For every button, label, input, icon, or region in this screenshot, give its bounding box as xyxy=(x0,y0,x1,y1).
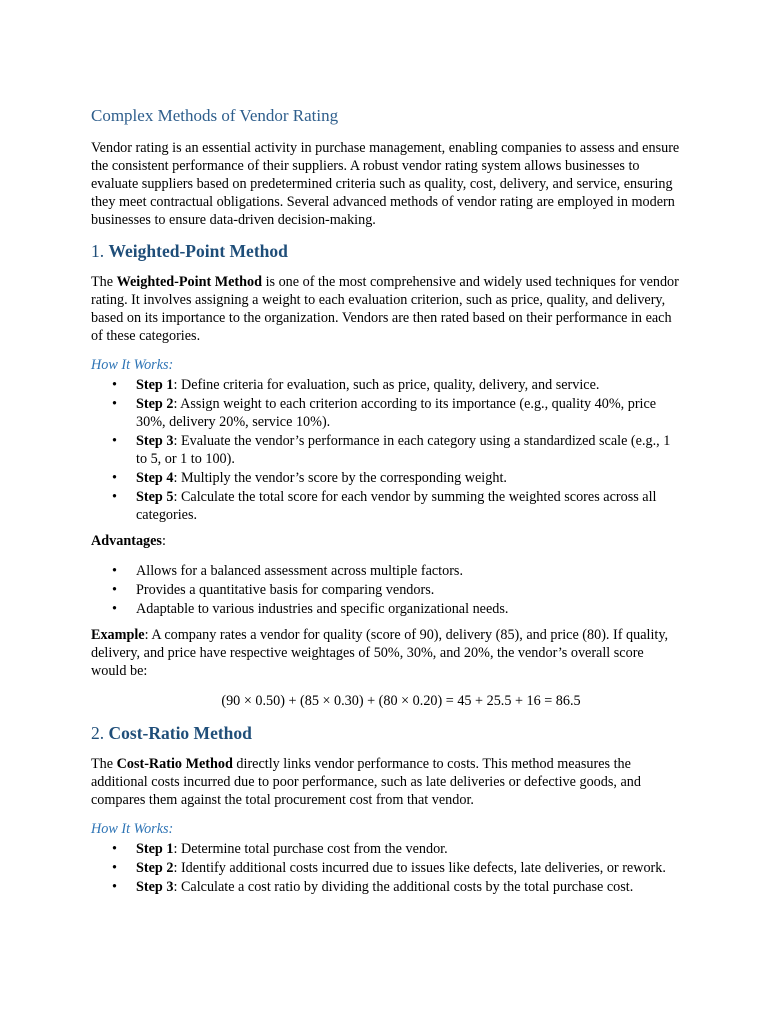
bullet-icon: • xyxy=(112,470,117,486)
text-run: The xyxy=(91,274,117,290)
step-label: Step 1 xyxy=(136,841,174,857)
list-item xyxy=(91,859,681,877)
advantage-text: Provides a quantitative basis for comparing vendors. xyxy=(136,582,435,598)
list-item xyxy=(91,395,681,431)
bullet-icon: • xyxy=(112,601,117,617)
section-number: 1. xyxy=(91,241,105,261)
example-paragraph xyxy=(91,626,681,680)
advantages-label xyxy=(91,532,681,550)
text-run: directly links vendor performance to costs. This method measures the additional costs incurred due to poor performance, such as late deliveries or defective goods, and compares them against the total procurement cost from that vendor. xyxy=(91,756,641,808)
advantage-text: Adaptable to various industries and specific organizational needs. xyxy=(136,601,509,617)
bullet-icon: • xyxy=(112,396,117,412)
document-title: Complex Methods of Vendor Rating xyxy=(91,106,339,125)
step-label: Step 4 xyxy=(136,470,174,486)
bullet-icon: • xyxy=(112,433,117,449)
text-run: The xyxy=(91,756,117,772)
step-label: Step 5 xyxy=(136,489,174,505)
step-text: : Calculate the total score for each vendor by summing the weighted scores across all categories. xyxy=(136,489,657,523)
step-text: : Define criteria for evaluation, such as price, quality, delivery, and service. xyxy=(173,377,600,393)
section-number: 2. xyxy=(91,723,105,743)
step-label: Step 2 xyxy=(136,860,174,876)
section-heading-cost-ratio xyxy=(91,722,681,744)
step-text: : Multiply the vendor’s score by the corresponding weight. xyxy=(173,470,507,486)
step-text: : Calculate a cost ratio by dividing the additional costs by the total purchase cost. xyxy=(173,879,634,895)
bullet-icon: • xyxy=(112,489,117,505)
advantage-text: Allows for a balanced assessment across multiple factors. xyxy=(136,563,464,579)
text-run: : xyxy=(161,533,166,549)
list-item xyxy=(91,840,681,858)
steps-list xyxy=(91,840,681,896)
bullet-icon: • xyxy=(112,377,117,393)
advantages-list xyxy=(91,562,681,618)
text-run: is one of the most comprehensive and widely used techniques for vendor rating. It involves assigning a weight to each evaluation criterion, such as price, quality, and delivery, based on its importance to the organization. Vendors are then rated based on their performance in each of these categories. xyxy=(91,274,679,344)
bullet-icon: • xyxy=(112,563,117,579)
list-item xyxy=(91,600,681,618)
section-title: Weighted-Point Method xyxy=(108,241,288,261)
how-it-works-label: How It Works: xyxy=(91,821,174,837)
list-item xyxy=(91,488,681,524)
bold-term: Cost-Ratio Method xyxy=(116,756,233,772)
list-item xyxy=(91,469,681,487)
list-item xyxy=(91,581,681,599)
list-item xyxy=(91,562,681,580)
section-title: Cost-Ratio Method xyxy=(108,723,252,743)
cost-ratio-paragraph xyxy=(91,755,681,809)
list-item xyxy=(91,432,681,468)
step-text: : Assign weight to each criterion according to its importance (e.g., quality 40%, price 30%, delivery 20%, service 10%). xyxy=(136,396,657,430)
step-text: : Identify additional costs incurred due to issues like defects, late deliveries, or rework. xyxy=(173,860,666,876)
bold-term: Weighted-Point Method xyxy=(116,274,263,290)
step-text: : Determine total purchase cost from the vendor. xyxy=(173,841,448,857)
bold-term: Advantages xyxy=(91,533,162,549)
section-heading-weighted-point xyxy=(91,240,681,262)
steps-list xyxy=(91,376,681,524)
score-formula: (90 × 0.50) + (85 × 0.30) + (80 × 0.20) = 45 + 25.5 + 16 = 86.5 xyxy=(221,693,581,709)
bullet-icon: • xyxy=(112,582,117,598)
bullet-icon: • xyxy=(112,860,117,876)
how-it-works-label: How It Works: xyxy=(91,357,174,373)
bullet-icon: • xyxy=(112,841,117,857)
intro-paragraph: Vendor rating is an essential activity in purchase management, enabling companies to assess and ensure the consistent performance of their suppliers. A robust vendor rating system allows businesses to evaluate suppliers based on predetermined criteria such as quality, cost, delivery, and service, ensuring they meet contractual obligations. Several advanced methods of vendor rating are employed in modern businesses to ensure data-driven decision-making. xyxy=(91,140,680,228)
step-text: : Evaluate the vendor’s performance in each category using a standardized scale (e.g., 1 to 5, or 1 to 100). xyxy=(136,433,671,467)
step-label: Step 2 xyxy=(136,396,174,412)
step-label: Step 3 xyxy=(136,433,174,449)
list-item xyxy=(91,376,681,394)
weighted-point-paragraph xyxy=(91,273,681,345)
document-page xyxy=(91,96,681,904)
bullet-icon: • xyxy=(112,879,117,895)
step-label: Step 3 xyxy=(136,879,174,895)
text-run: : A company rates a vendor for quality (score of 90), delivery (85), and price (80). If quality, delivery, and price have respective weightages of 50%, 30%, and 20%, the vendor’s overall score would be: xyxy=(91,627,669,679)
step-label: Step 1 xyxy=(136,377,174,393)
list-item xyxy=(91,878,681,896)
bold-term: Example xyxy=(91,627,145,643)
